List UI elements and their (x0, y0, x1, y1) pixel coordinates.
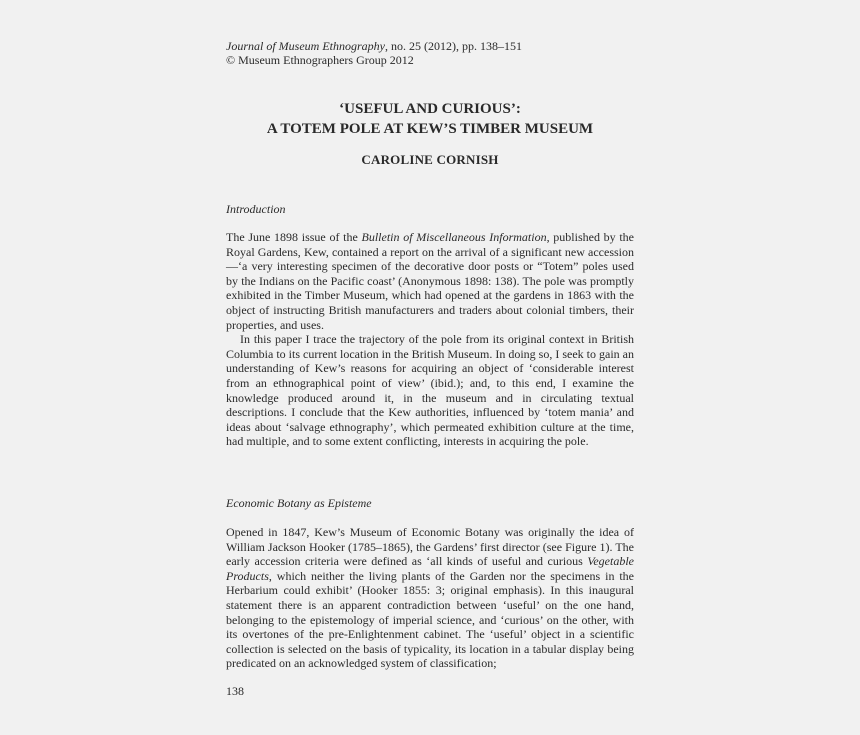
page-number: 138 (226, 684, 244, 698)
article-title-line-1: ‘USEFUL AND CURIOUS’: (339, 101, 521, 117)
article-title-line-2: A TOTEM POLE AT KEW’S TIMBER MUSEUM (266, 121, 594, 137)
paragraph (226, 230, 634, 332)
section-heading-introduction: Introduction (226, 202, 286, 216)
journal-issue: , no. 25 (2012), pp. 138–151 (384, 39, 522, 53)
article-title (226, 99, 634, 139)
emphasized-text: Vegetable Products (226, 554, 634, 583)
section-heading-economic-botany: Economic Botany as Episteme (226, 496, 372, 510)
section-body-introduction (226, 230, 634, 449)
publication-title: Bulletin of Miscellaneous Information (361, 230, 547, 244)
journal-header (226, 39, 522, 67)
paragraph (226, 525, 634, 671)
paragraph-text: Opened in 1847, Kew’s Museum of Economic Botany was originally the idea of William Jackson Hooker (1785–1865), the Gardens’ first director (see Figure 1). The early accession criteria were defined as ‘all kinds of useful and curious (226, 525, 634, 569)
copyright-line: © Museum Ethnographers Group 2012 (226, 53, 414, 67)
paragraph-text: The June 1898 issue of the (226, 230, 362, 244)
paragraph-text: , which neither the living plants of the Garden nor the specimens in the Herbarium could exhibit’ (Hooker 1855: 3; original emphasis). In this inaugural statement there is an apparent contradiction between ‘useful’ on the one hand, belonging to the epistemology of imperial science, and ‘curious’ on the other, with its overtones of the pre-Enlightenment cabinet. The ‘useful’ object in a scientific collection is selected on the basis of typicality, its location in a tabular display being predicated on an acknowledged system of classification; (226, 568, 634, 671)
journal-name: Journal of Museum Ethnography (226, 39, 385, 53)
paragraph: In this paper I trace the trajectory of the pole from its original context in British Columbia to its current location in the British Museum. In doing so, I seek to gain an understanding of Kew’s reasons for acquiring an object of ‘considerable interest from an ethnographical point of view’ (ibid.); and, to this end, I examine the knowledge produced around it, in the museum and in circulating textual descriptions. I conclude that the Kew authorities, influenced by ‘totem mania’ and ideas about ‘salvage ethnography’, which permeated exhibition culture at the time, had multiple, and to some extent conflicting, interests in acquiring the pole. (226, 332, 634, 449)
author-name: CAROLINE CORNISH (361, 152, 499, 167)
section-body-economic-botany (226, 525, 634, 671)
journal-citation (226, 39, 522, 53)
paragraph-text: , published by the Royal Gardens, Kew, contained a report on the arrival of a significant new accession—‘a very interesting specimen of the decorative door posts or “Totem” poles used by the Indians on the Pacific coast’ (Anonymous 1898: 138). The pole was promptly exhibited in the Timber Museum, which had opened at the gardens in 1863 with the object of instructing British manufacturers and traders about colonial timbers, their properties, and uses. (226, 230, 634, 332)
